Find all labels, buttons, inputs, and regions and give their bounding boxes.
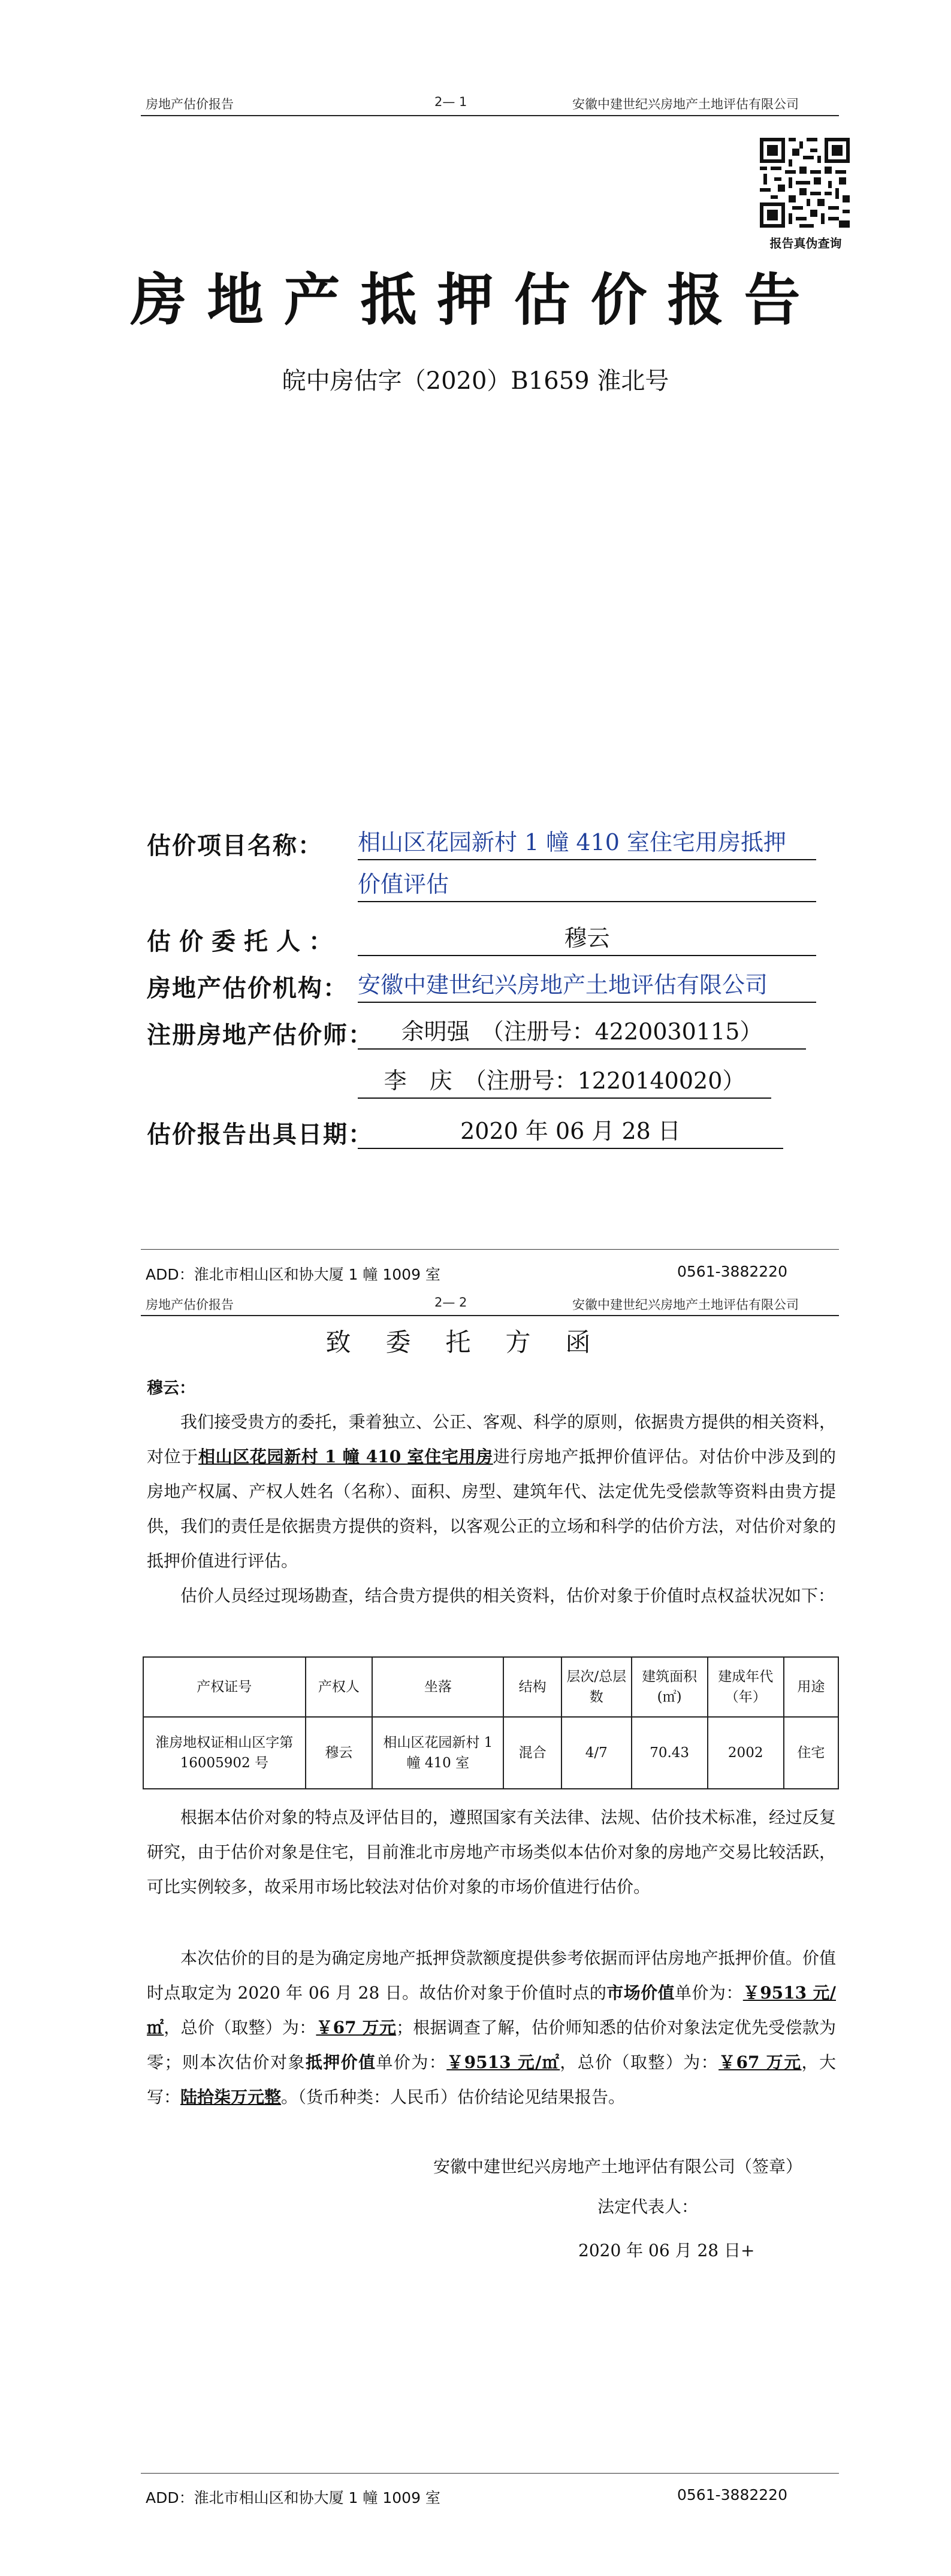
page2-footer-rule (141, 2473, 839, 2474)
table-cell: 4/7 (561, 1717, 632, 1789)
table-header-cell: 坐落 (372, 1657, 503, 1717)
para4-text: ，大写： (147, 2052, 836, 2107)
para4-text: ，总价（取整）为： (164, 2018, 316, 2037)
para4-text: 本次估价的目的是为确定房地产抵押贷款额度提供参考依据而评估房地产抵押价值。价值时点取定为 2020 年 06 月 28 日。故估价对象于价值时点的 (147, 1948, 836, 2003)
project-name-label: 估价项目名称： (147, 832, 323, 860)
signature-date: 2020 年 06 月 28 日+ (578, 2241, 755, 2260)
page1-header-left: 房地产估价报告 (146, 97, 234, 111)
letter-paragraph-2: 估价人员经过现场勘查，结合贵方提供的相关资料，估价对象于价值时点权益状况如下： (180, 1586, 835, 1606)
property-rights-table (143, 1656, 839, 1789)
market-unit-price: ￥9513 元/㎡ (147, 1983, 836, 2037)
table-header-cell: 用途 (784, 1657, 838, 1717)
page2-header-right: 安徽中建世纪兴房地产土地评估有限公司 (572, 1298, 799, 1312)
table-cell: 淮房地权证相山区字第 16005902 号 (143, 1717, 306, 1789)
table-cell: 穆云 (306, 1717, 373, 1789)
para4-text: 单价为： (675, 1983, 743, 2003)
table-cell: 相山区花园新村 1 幢 410 室 (372, 1717, 503, 1789)
page1-header-rule (141, 115, 839, 116)
appraiser-1: 余明强 （注册号：4220030115） (358, 1015, 806, 1050)
appraiser-label: 注册房地产估价师： (147, 1021, 373, 1049)
mortgage-unit-price: ￥9513 元/㎡ (446, 2052, 560, 2072)
para4-text: 。（货币种类：人民币）估价结论见结果报告。 (281, 2087, 626, 2107)
page2-header-page-number: 2— 2 (434, 1295, 467, 1310)
letter-paragraph-1 (147, 1405, 836, 1579)
para4-text: 单价为： (376, 2052, 447, 2072)
client-label: 估价委托人： (147, 927, 341, 956)
total-in-words: 陆拾柒万元整 (180, 2087, 282, 2107)
client-value: 穆云 (358, 921, 816, 956)
signature-legal-rep: 法定代表人： (597, 2197, 699, 2217)
report-date-value: 2020 年 06 月 28 日 (358, 1114, 783, 1149)
letter-paragraph-4 (147, 1941, 836, 2115)
mortgage-total-price: ￥67 万元 (718, 2052, 802, 2072)
signature-company: 安徽中建世纪兴房地产土地评估有限公司（签章） (433, 2157, 803, 2176)
table-header-cell: 层次/总层数 (561, 1657, 632, 1717)
para1-subject: 相山区花园新村 1 幢 410 室住宅用房 (198, 1447, 493, 1467)
table-header-cell: 建筑面积(㎡) (632, 1657, 708, 1717)
table-cell: 70.43 (632, 1717, 708, 1789)
page2-header-rule (141, 1315, 839, 1316)
table-cell: 2002 (708, 1717, 784, 1789)
page1-footer-rule (141, 1249, 839, 1250)
project-name-line2: 价值评估 (358, 867, 816, 902)
table-row (143, 1717, 838, 1789)
market-total-price: ￥67 万元 (316, 2018, 397, 2037)
qr-caption: 报告真伪查询 (769, 236, 842, 250)
table-cell: 住宅 (784, 1717, 838, 1789)
page2-footer-address: ADD：淮北市相山区和协大厦 1 幢 1009 室 (146, 2489, 440, 2507)
para1-text-post: 进行房地产抵押价值评估。对估价中涉及到的房地产权属、产权人姓名（名称）、面积、房型、建筑年代、法定优先受偿款等资料由贵方提供，我们的责任是依据贵方提供的资料，以客观公正的立场和科学的估价方法，对估价对象的抵押价值进行评估。 (147, 1447, 836, 1571)
project-name-line1: 相山区花园新村 1 幢 410 室住宅用房抵押 (358, 826, 816, 860)
table-header-cell: 产权证号 (143, 1657, 306, 1717)
report-title: 房地产抵押估价报告 (130, 267, 821, 333)
para4-text: ；根据调查了解，估价师知悉的估价对象法定优先受偿款为零；则本次估价对象 (147, 2018, 836, 2072)
letter-paragraph-3: 根据本估价对象的特点及评估目的，遵照国家有关法律、法规、估价技术标准，经过反复研究，由于估价对象是住宅，目前淮北市房地产市场类似本估价对象的房地产交易比较活跃，可比实例较多，故采用市场比较法对估价对象的市场价值进行估价。 (147, 1807, 836, 1897)
report-number: 皖中房估字（2020）B1659 淮北号 (282, 367, 669, 395)
page2-header-left: 房地产估价报告 (146, 1298, 234, 1312)
page1-footer-phone: 0561-3882220 (677, 1263, 787, 1280)
table-header-cell: 建成年代（年） (708, 1657, 784, 1717)
letter-greeting: 穆云： (147, 1379, 195, 1398)
qr-code-icon[interactable] (760, 138, 850, 228)
report-date-label: 估价报告出具日期： (147, 1120, 373, 1148)
page1-footer-address: ADD：淮北市相山区和协大厦 1 幢 1009 室 (146, 1266, 440, 1283)
para4-text: ，总价（取整）为： (560, 2052, 719, 2072)
agency-value: 安徽中建世纪兴房地产土地评估有限公司 (358, 968, 816, 1003)
mortgage-value-term: 抵押价值 (305, 2052, 376, 2072)
para1-text-pre: 我们接受贵方的委托，秉着独立、公正、客观、科学的原则，依据贵方提供的相关资料，对位于 (147, 1412, 836, 1467)
table-cell: 混合 (503, 1717, 561, 1789)
agency-label: 房地产估价机构： (147, 974, 348, 1002)
market-value-term: 市场价值 (606, 1983, 675, 2003)
table-header-row (143, 1657, 838, 1717)
page1-header-page-number: 2— 1 (434, 95, 467, 109)
table-header-cell: 结构 (503, 1657, 561, 1717)
appraiser-2: 李 庆 （注册号：1220140020） (358, 1064, 771, 1099)
letter-title: 致委托方函 (325, 1328, 626, 1357)
page2-footer-phone: 0561-3882220 (677, 2486, 787, 2504)
table-header-cell: 产权人 (306, 1657, 373, 1717)
page1-header-right: 安徽中建世纪兴房地产土地评估有限公司 (572, 97, 799, 111)
